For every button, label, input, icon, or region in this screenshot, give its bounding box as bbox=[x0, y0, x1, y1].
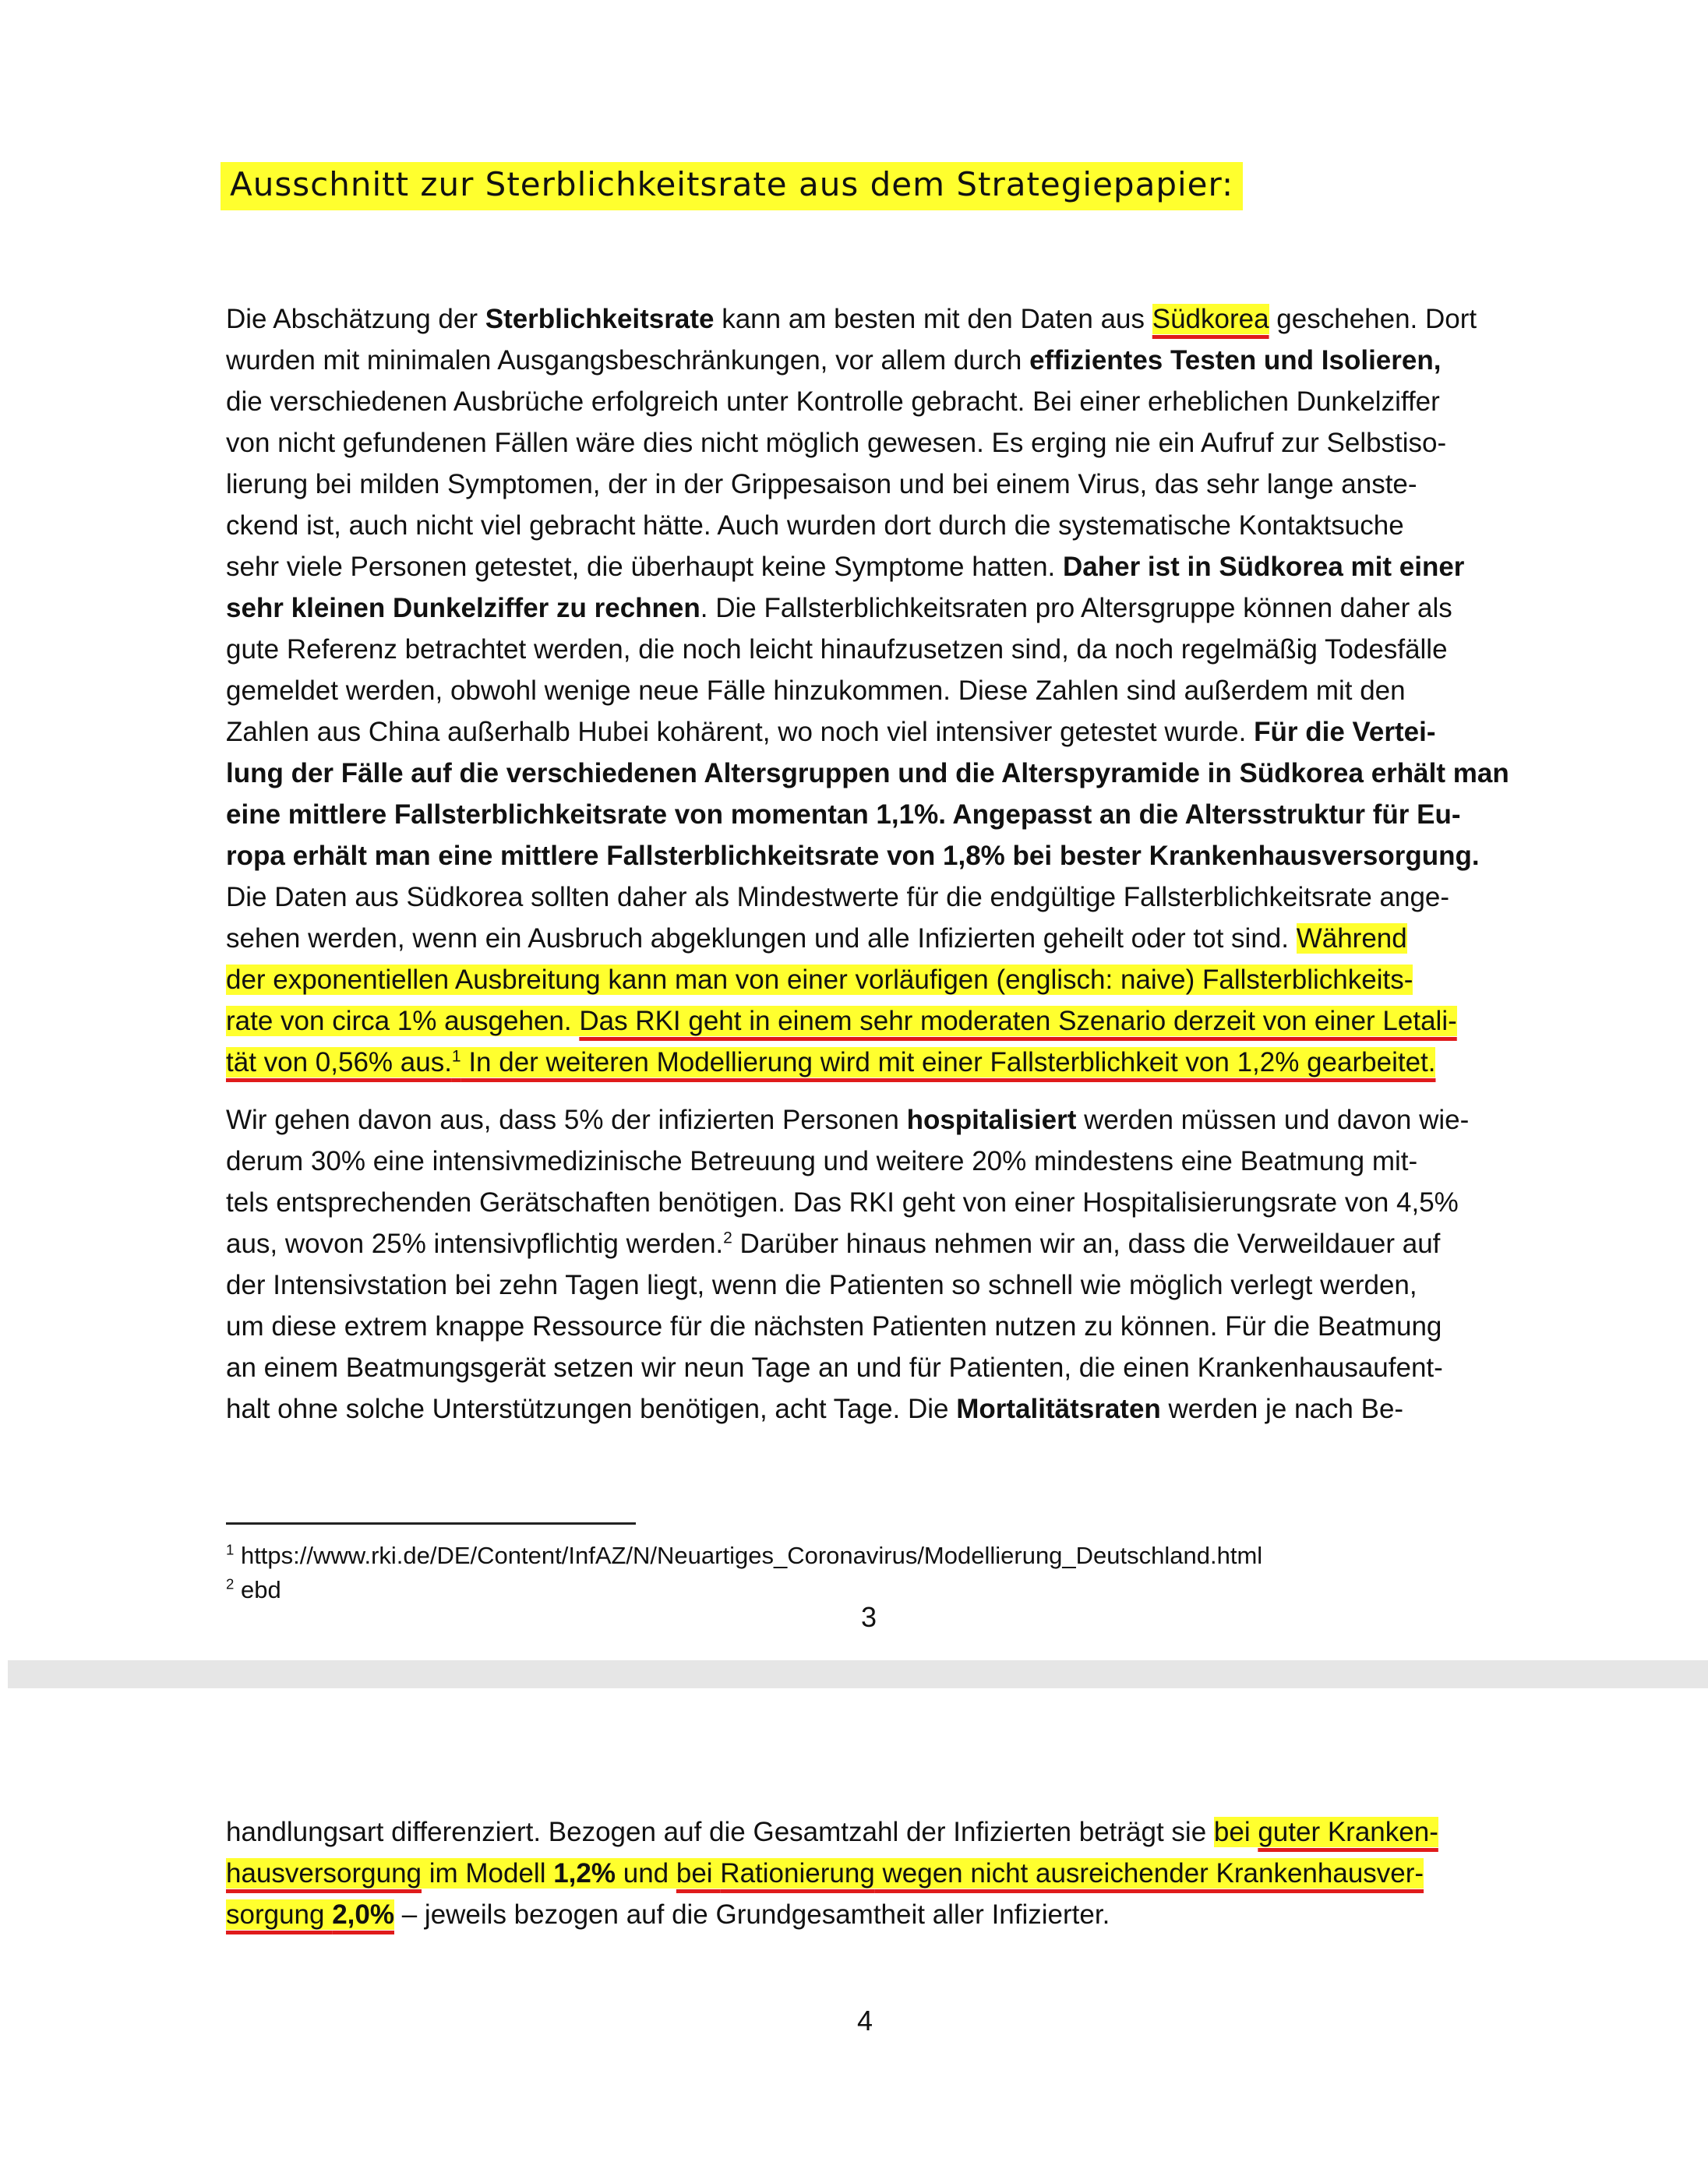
bold-term: Mortalitätsraten bbox=[956, 1394, 1161, 1424]
footnote-number: 2 bbox=[226, 1575, 235, 1592]
paragraph-hospitalisierung bbox=[226, 1099, 1527, 1430]
highlighted-phrase: und bbox=[616, 1858, 676, 1889]
text-line bbox=[226, 918, 1527, 959]
text-span: . Die Fallsterblichkeitsraten pro Altersgruppe können daher als bbox=[700, 593, 1452, 623]
footnote-number: 1 bbox=[226, 1541, 235, 1558]
text-line bbox=[226, 711, 1527, 753]
highlighted-underlined-phrase: wegen nicht ausreichender Krankenhausver- bbox=[874, 1858, 1424, 1889]
footnote-link[interactable]: https://www.rki.de/DE/Content/InfAZ/N/Neuartiges_Coronavirus/Modellierung_Deutschland.html bbox=[234, 1542, 1263, 1569]
highlighted-bold-value: 1,2% bbox=[553, 1858, 616, 1889]
paragraph-page4 bbox=[226, 1811, 1527, 1935]
text-line: um diese extrem knappe Ressource für die nächsten Patienten nutzen zu können. Für die Beatmung bbox=[226, 1311, 1442, 1342]
highlighted-underlined-phrase: bei bbox=[676, 1858, 721, 1889]
highlighted-phrase: im Modell bbox=[422, 1858, 554, 1889]
text-line: der Intensivstation bei zehn Tagen liegt, wenn die Patienten so schnell wie möglich verlegt werden, bbox=[226, 1270, 1417, 1300]
text-span: werden je nach Be- bbox=[1160, 1394, 1404, 1424]
bold-term: effizientes Testen und Isolieren, bbox=[1029, 345, 1442, 376]
footnote-2 bbox=[226, 1573, 1262, 1607]
bold-phrase: eine mittlere Fallsterblichkeitsrate von momentan 1,1%. bbox=[226, 799, 946, 830]
text-span: aus, wovon 25% intensivpflichtig werden. bbox=[226, 1229, 724, 1259]
text-line: von nicht gefundenen Fällen wäre dies nicht möglich gewesen. Es erging nie ein Aufruf zur Selbstiso- bbox=[226, 428, 1447, 458]
highlighted-underlined-phrase: hausversorgung bbox=[226, 1858, 422, 1889]
footnote-ref: 1 bbox=[451, 1047, 461, 1066]
text-line bbox=[226, 1223, 1527, 1264]
text-line: an einem Beatmungsgerät setzen wir neun Tage an und für Patienten, die einen Krankenhausaufent- bbox=[226, 1353, 1443, 1383]
paragraph-sterblichkeitsrate bbox=[226, 298, 1527, 1083]
text-line bbox=[226, 959, 1527, 1000]
text-line bbox=[226, 753, 1527, 794]
bold-phrase: Angepasst an die Altersstruktur für Eu- bbox=[945, 799, 1461, 830]
text-span: halt ohne solche Unterstützungen benötigen, acht Tage. Die bbox=[226, 1394, 957, 1424]
footnote-ref: 2 bbox=[723, 1229, 732, 1247]
text-span: In der weiteren Modellierung wird mit einer Fallsterblichkeit von 1,2% gearbeitet. bbox=[461, 1047, 1436, 1077]
bold-phrase: ropa erhält man eine mittlere Fallsterblichkeitsrate von 1,8% bei bester Krankenhausversorgung. bbox=[226, 841, 1480, 871]
text-span: geschehen. Dort bbox=[1269, 304, 1477, 334]
text-line: lierung bei milden Symptomen, der in der Grippesaison und bei einem Virus, das sehr lange anste- bbox=[226, 469, 1417, 499]
text-line bbox=[226, 1894, 1527, 1935]
text-span: werden müssen und davon wie- bbox=[1076, 1105, 1470, 1135]
text-span: handlungsart differenziert. Bezogen auf die Gesamtzahl der Infizierten beträgt sie bbox=[226, 1817, 1214, 1847]
highlighted-term-suedkorea: Südkorea bbox=[1152, 304, 1269, 334]
footnote-text: ebd bbox=[234, 1576, 281, 1603]
highlighted-phrase: der exponentiellen Ausbreitung kann man von einer vorläufigen (englisch: naive) Fallsterblichkeits- bbox=[226, 965, 1413, 995]
page-number-4: 4 bbox=[856, 2005, 873, 2037]
text-span: Zahlen aus China außerhalb Hubei kohärent, wo noch viel intensiver getestet wurde. bbox=[226, 717, 1255, 747]
text-line bbox=[226, 1042, 1527, 1083]
bold-term: Sterblichkeitsrate bbox=[485, 304, 715, 334]
footnotes bbox=[226, 1539, 1262, 1607]
highlighted-underlined-phrase: guter Kranken- bbox=[1258, 1817, 1438, 1847]
footnote-separator bbox=[226, 1522, 636, 1525]
text-span: Die Abschätzung der bbox=[226, 304, 485, 334]
text-span: tät von 0,56% aus. bbox=[226, 1047, 452, 1077]
text-line bbox=[226, 1000, 1527, 1042]
text-span: Wir gehen davon aus, dass 5% der infizierten Personen bbox=[226, 1105, 907, 1135]
highlighted-phrase: Während bbox=[1296, 923, 1407, 954]
highlighted-underlined-phrase: Das RKI geht in einem sehr moderaten Szenario derzeit von einer Letali- bbox=[579, 1006, 1457, 1036]
page-separator bbox=[8, 1660, 1708, 1688]
page-number-3: 3 bbox=[860, 1601, 877, 1633]
text-span: sehr viele Personen getestet, die überhaupt keine Symptome hatten. bbox=[226, 552, 1063, 582]
bold-phrase: lung der Fälle auf die verschiedenen Altersgruppen und die Alterspyramide in Südkorea erhält man bbox=[226, 758, 1509, 788]
text-line: die verschiedenen Ausbrüche erfolgreich unter Kontrolle gebracht. Bei einer erheblichen Dunkelziffer bbox=[226, 386, 1440, 417]
text-line bbox=[226, 1811, 1527, 1853]
text-line: gemeldet werden, obwohl wenige neue Fälle hinzukommen. Diese Zahlen sind außerdem mit den bbox=[226, 675, 1406, 706]
text-line bbox=[226, 835, 1527, 876]
bold-phrase: sehr kleinen Dunkelziffer zu rechnen bbox=[226, 593, 700, 623]
highlighted-phrase: bei bbox=[1213, 1817, 1258, 1847]
text-line bbox=[226, 340, 1527, 381]
text-line: Die Daten aus Südkorea sollten daher als Mindestwerte für die endgültige Fallsterblichkeitsrate ange- bbox=[226, 882, 1450, 912]
text-line bbox=[226, 1099, 1527, 1141]
highlighted-phrase: rate von circa 1% ausgehen. bbox=[226, 1006, 580, 1036]
text-span: wurden mit minimalen Ausgangsbeschränkungen, vor allem durch bbox=[226, 345, 1030, 376]
highlighted-underlined-term: Rationierung bbox=[720, 1858, 875, 1889]
text-line: derum 30% eine intensivmedizinische Betreuung und weitere 20% mindestens eine Beatmung mit- bbox=[226, 1146, 1418, 1176]
text-span: Darüber hinaus nehmen wir an, dass die Verweildauer auf bbox=[732, 1229, 1441, 1259]
text-line: gute Referenz betrachtet werden, die noch leicht hinaufzusetzen sind, da noch regelmäßig Todesfälle bbox=[226, 634, 1448, 665]
page-heading: Ausschnitt zur Sterblichkeitsrate aus dem Strategiepapier: bbox=[221, 162, 1243, 210]
text-span: sehen werden, wenn ein Ausbruch abgeklungen und alle Infizierten geheilt oder tot sind. bbox=[226, 923, 1297, 954]
text-line bbox=[226, 1853, 1527, 1894]
highlighted-underlined-phrase bbox=[226, 1047, 1435, 1077]
text-line bbox=[226, 794, 1527, 835]
bold-phrase: Daher ist in Südkorea mit einer bbox=[1063, 552, 1465, 582]
text-line bbox=[226, 298, 1527, 340]
highlighted-underlined-phrase: sorgung bbox=[226, 1899, 333, 1930]
text-line bbox=[226, 546, 1527, 587]
text-line bbox=[226, 587, 1527, 629]
text-span: kann am besten mit den Daten aus bbox=[714, 304, 1152, 334]
bold-term: hospitalisiert bbox=[906, 1105, 1077, 1135]
text-line: ckend ist, auch nicht viel gebracht hätte. Auch wurden dort durch die systematische Kontaktsuche bbox=[226, 510, 1404, 541]
text-line bbox=[226, 1388, 1527, 1430]
footnote-1 bbox=[226, 1539, 1262, 1573]
text-line: tels entsprechenden Gerätschaften benötigen. Das RKI geht von einer Hospitalisierungsrate von 4,5% bbox=[226, 1187, 1459, 1218]
text-span: – jeweils bezogen auf die Grundgesamtheit aller Infizierter. bbox=[394, 1899, 1110, 1930]
highlighted-bold-value: 2,0% bbox=[332, 1899, 394, 1930]
bold-phrase: Für die Vertei- bbox=[1254, 717, 1436, 747]
